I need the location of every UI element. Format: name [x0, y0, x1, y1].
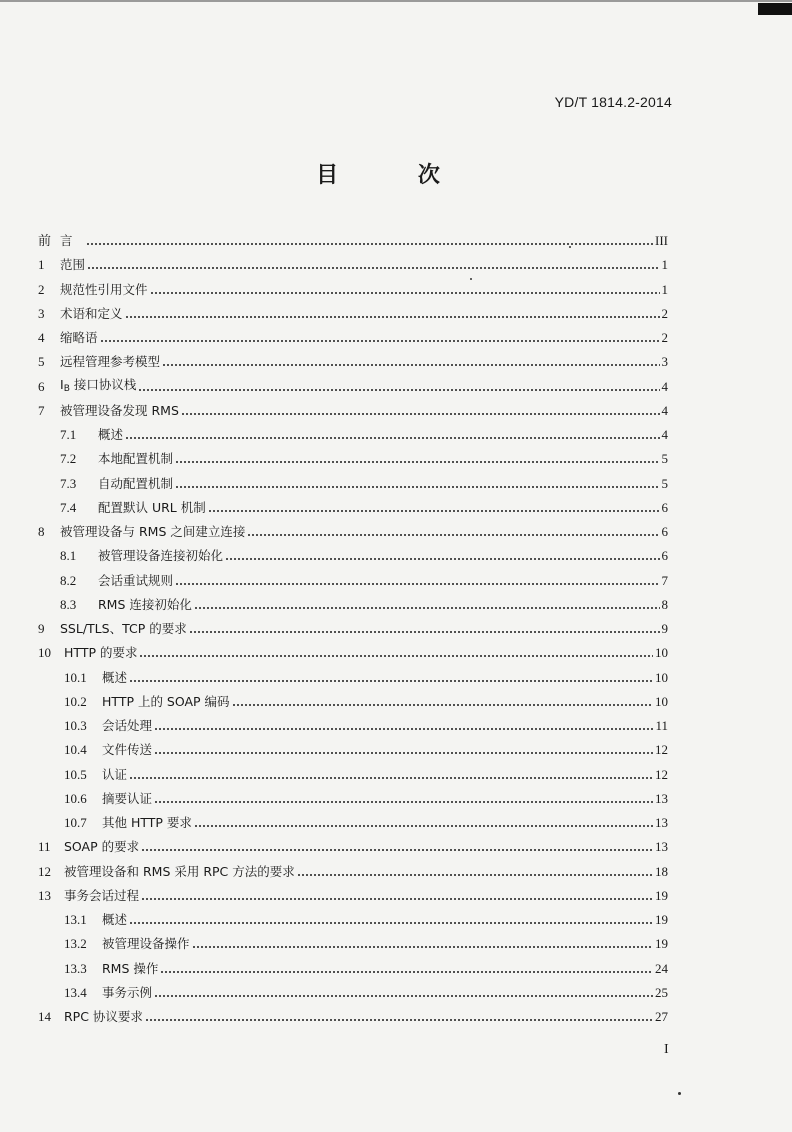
toc-entry — [38, 350, 668, 374]
toc-entry — [38, 375, 668, 399]
dot-leader — [129, 776, 653, 780]
scan-border-line — [0, 0, 792, 2]
toc-entry-title: HTTP 的要求 — [64, 645, 138, 661]
toc-entry-number: 1 — [38, 257, 45, 273]
dot-leader — [154, 751, 653, 755]
toc-entry — [38, 520, 668, 544]
scan-speck — [678, 1092, 681, 1095]
toc-entry-title: 言 — [60, 233, 84, 249]
toc-entry — [38, 496, 668, 520]
toc-entry-title: SOAP 的要求 — [64, 839, 140, 855]
toc-entry — [38, 932, 668, 956]
toc-entry-page: 13 — [655, 839, 668, 855]
toc-entry — [38, 666, 668, 690]
toc-entry — [38, 908, 668, 932]
dot-leader — [138, 388, 659, 392]
toc-entry-page: 19 — [655, 887, 668, 903]
toc-entry — [38, 447, 668, 471]
toc-entry-page: 3 — [661, 354, 668, 370]
toc-entry-number: 2 — [38, 281, 45, 297]
toc-entry — [38, 690, 668, 714]
toc-entry-number: 7.2 — [60, 451, 77, 467]
toc-entry-page: III — [655, 233, 668, 249]
toc-entry — [38, 787, 668, 811]
toc-entry-title: 概述 — [98, 427, 124, 443]
toc-entry-number: 13.2 — [64, 936, 87, 952]
toc-entry-number: 10.1 — [64, 669, 87, 685]
toc-entry-number: 4 — [38, 330, 45, 346]
toc-entry-number: 5 — [38, 354, 45, 370]
toc-entry-number: 7 — [38, 402, 45, 418]
toc-entry-title: 摘要认证 — [102, 790, 153, 806]
toc-entry-title: 范围 — [60, 257, 86, 273]
toc-entry-number: 10.2 — [64, 693, 87, 709]
page-folio: I — [664, 1042, 669, 1057]
toc-entry-title: 认证 — [102, 766, 128, 782]
table-of-contents — [38, 229, 668, 1029]
toc-entry-page: 5 — [661, 451, 668, 467]
toc-entry-number: 10.3 — [64, 718, 87, 734]
toc-entry-title: 术语和定义 — [60, 305, 123, 321]
dot-leader — [175, 582, 659, 586]
toc-entry — [38, 1005, 668, 1029]
toc-entry-page: 12 — [655, 742, 668, 758]
toc-entry-page: 19 — [655, 912, 668, 928]
toc-entry — [38, 253, 668, 277]
toc-entry-number: 7.3 — [60, 475, 77, 491]
toc-entry-title: 被管理设备与 RMS 之间建立连接 — [60, 524, 246, 540]
toc-entry-page: 4 — [661, 402, 668, 418]
toc-entry-title: IB 接口协议栈 — [60, 376, 137, 394]
dot-leader — [154, 727, 653, 731]
toc-entry-number: 8 — [38, 524, 45, 540]
toc-entry-page: 10 — [655, 645, 668, 661]
toc-entry-page: 6 — [661, 499, 668, 515]
toc-entry — [38, 326, 668, 350]
toc-entry — [38, 763, 668, 787]
toc-entry-number: 9 — [38, 621, 45, 637]
toc-entry-page: 2 — [661, 330, 668, 346]
toc-entry-page: 2 — [661, 305, 668, 321]
toc-entry — [38, 617, 668, 641]
toc-entry — [38, 278, 668, 302]
dot-leader — [154, 994, 653, 998]
toc-entry-number: 8.2 — [60, 572, 77, 588]
dot-leader — [145, 1018, 653, 1022]
corner-mark — [758, 3, 792, 15]
toc-entry-page: 19 — [655, 936, 668, 952]
toc-entry-title: 被管理设备发现 RMS — [60, 402, 179, 418]
toc-entry-number: 3 — [38, 305, 45, 321]
toc-entry-title: 被管理设备操作 — [102, 936, 190, 952]
toc-entry — [38, 569, 668, 593]
toc-entry-page: 9 — [661, 621, 668, 637]
toc-entry-number: 6 — [38, 378, 45, 394]
toc-entry-title: 事务示例 — [102, 984, 153, 1000]
dot-leader — [297, 873, 653, 877]
toc-entry-page: 5 — [661, 475, 668, 491]
toc-entry — [38, 302, 668, 326]
dot-leader — [225, 557, 659, 561]
toc-entry — [38, 835, 668, 859]
toc-entry-title: 缩略语 — [60, 330, 98, 346]
dot-leader — [125, 315, 660, 319]
dot-leader — [175, 460, 659, 464]
dot-leader — [194, 606, 660, 610]
toc-entry-number: 10.4 — [64, 742, 87, 758]
toc-entry — [38, 641, 668, 665]
toc-entry-title: RMS 连接初始化 — [98, 596, 192, 612]
toc-entry — [38, 981, 668, 1005]
dot-leader — [139, 654, 653, 658]
dot-leader — [181, 412, 660, 416]
toc-entry-title: 事务会话过程 — [64, 887, 140, 903]
toc-entry-number: 13.3 — [64, 960, 87, 976]
toc-entry-number: 8.1 — [60, 548, 77, 564]
toc-entry-page: 1 — [661, 281, 668, 297]
toc-entry — [38, 472, 668, 496]
toc-entry-number: 13.1 — [64, 912, 87, 928]
toc-entry-title: 自动配置机制 — [98, 475, 174, 491]
dot-leader — [129, 921, 653, 925]
dot-leader — [125, 436, 659, 440]
toc-entry-title: 配置默认 URL 机制 — [98, 499, 206, 515]
toc-entry-page: 18 — [655, 863, 668, 879]
toc-entry — [38, 811, 668, 835]
toc-entry-page: 6 — [661, 524, 668, 540]
toc-entry — [38, 957, 668, 981]
toc-entry-number: 10.7 — [64, 815, 87, 831]
toc-entry-number: 10.6 — [64, 790, 87, 806]
toc-entry-title: 文件传送 — [102, 742, 153, 758]
toc-entry-title: SSL/TLS、TCP 的要求 — [60, 621, 187, 637]
toc-entry-page: 1 — [661, 257, 668, 273]
toc-entry-title: 被管理设备和 RMS 采用 RPC 方法的要求 — [64, 863, 295, 879]
toc-entry — [38, 229, 668, 253]
toc-entry-number: 7.1 — [60, 427, 77, 443]
toc-entry-title: 其他 HTTP 要求 — [102, 815, 192, 831]
toc-entry-page: 24 — [655, 960, 668, 976]
toc-entry-number: 10.5 — [64, 766, 87, 782]
toc-entry-number: 10 — [38, 645, 51, 661]
dot-leader — [141, 848, 653, 852]
dot-leader — [154, 800, 653, 804]
dot-leader — [247, 533, 659, 537]
toc-entry-page: 10 — [655, 693, 668, 709]
toc-entry-page: 7 — [661, 572, 668, 588]
dot-leader — [87, 266, 659, 270]
toc-entry-number: 14 — [38, 1009, 51, 1025]
dot-leader — [208, 509, 660, 513]
toc-entry-title: HTTP 上的 SOAP 编码 — [102, 693, 230, 709]
dot-leader — [129, 679, 653, 683]
toc-entry-title: 被管理设备连接初始化 — [98, 548, 224, 564]
toc-entry-page: 13 — [655, 790, 668, 806]
dot-leader — [192, 945, 653, 949]
toc-entry-page: 13 — [655, 815, 668, 831]
toc-entry-page: 4 — [661, 427, 668, 443]
toc-entry — [38, 399, 668, 423]
dot-leader — [86, 242, 653, 246]
toc-entry-title: 概述 — [102, 669, 128, 685]
dot-leader — [141, 897, 653, 901]
dot-leader — [100, 339, 660, 343]
toc-entry-title: 会话重试规则 — [98, 572, 174, 588]
toc-entry-title: 本地配置机制 — [98, 451, 174, 467]
dot-leader — [175, 485, 659, 489]
toc-entry — [38, 593, 668, 617]
dot-leader — [194, 824, 653, 828]
toc-entry — [38, 714, 668, 738]
toc-entry-page: 6 — [661, 548, 668, 564]
toc-entry-number: 7.4 — [60, 499, 77, 515]
page-title: 目 次 — [316, 163, 476, 188]
toc-entry-page: 12 — [655, 766, 668, 782]
toc-entry — [38, 884, 668, 908]
toc-entry-title: 规范性引用文件 — [60, 281, 148, 297]
toc-entry-number: 前 — [38, 233, 52, 249]
toc-entry-number: 12 — [38, 863, 51, 879]
toc-entry — [38, 738, 668, 762]
dot-leader — [160, 970, 653, 974]
toc-entry-page: 8 — [661, 596, 668, 612]
toc-entry-number: 13.4 — [64, 984, 87, 1000]
toc-entry-number: 13 — [38, 887, 51, 903]
dot-leader — [189, 630, 660, 634]
scan-speck — [569, 246, 571, 248]
toc-entry-title: 远程管理参考模型 — [60, 354, 161, 370]
toc-entry-page: 10 — [655, 669, 668, 685]
toc-entry — [38, 423, 668, 447]
scan-speck — [470, 278, 472, 280]
toc-entry-page: 4 — [661, 378, 668, 394]
toc-entry-title: 概述 — [102, 912, 128, 928]
toc-entry-title: RPC 协议要求 — [64, 1009, 143, 1025]
toc-entry — [38, 544, 668, 568]
toc-entry-title: RMS 操作 — [102, 960, 159, 976]
toc-entry-number: 11 — [38, 839, 51, 855]
dot-leader — [162, 363, 659, 367]
dot-leader — [232, 703, 653, 707]
toc-entry-page: 27 — [655, 1009, 668, 1025]
standard-code: YD/T 1814.2-2014 — [554, 94, 672, 110]
toc-entry-page: 25 — [655, 984, 668, 1000]
dot-leader — [150, 291, 660, 295]
toc-entry-title: 会话处理 — [102, 718, 153, 734]
toc-entry-number: 8.3 — [60, 596, 77, 612]
toc-entry-page: 11 — [655, 718, 668, 734]
toc-entry — [38, 860, 668, 884]
